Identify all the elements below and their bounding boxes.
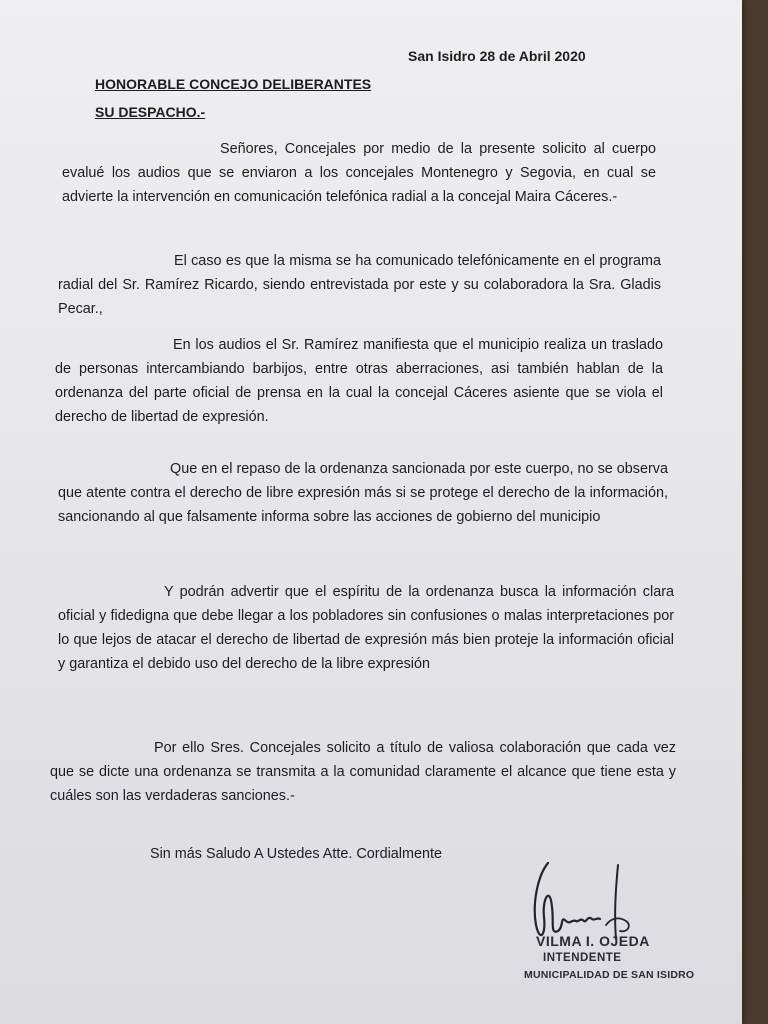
stamp-role: INTENDENTE xyxy=(543,952,622,964)
paragraph-5: Y podrán advertir que el espíritu de la ordenanza busca la información clara oficial y fidedigna que debe llegar a los pobladores sin confusiones o malas interpretaciones por lo que lejos de atacar el derecho de libertad de expresión más bien proteje la información oficial y garantiza el debido uso del derecho de la libre expresión xyxy=(58,584,674,672)
closing-line: Sin más Saludo A Ustedes Atte. Cordialmente xyxy=(150,846,442,862)
paragraph-4: Que en el repaso de la ordenanza sancionada por este cuerpo, no se observa que atente contra el derecho de libre expresión más si se protege el derecho de la información, sancionando al que falsamente informa sobre las acciones de gobierno del municipio xyxy=(58,461,668,525)
stamp-organization: MUNICIPALIDAD DE SAN ISIDRO xyxy=(524,969,695,981)
addressee: HONORABLE CONCEJO DELIBERANTES xyxy=(95,76,372,92)
stamp-name: VILMA I. OJEDA xyxy=(536,933,650,949)
paragraph-1: Señores, Concejales por medio de la presente solicito al cuerpo evalué los audios que se enviaron a los concejales Montenegro y Segovia, en cual se advierte la intervención en comunicación telefónica radial a la concejal Maira Cáceres.- xyxy=(62,141,656,205)
greeting: SU DESPACHO.- xyxy=(95,104,206,120)
paragraph-2: El caso es que la misma se ha comunicado telefónicamente en el programa radial del Sr. Ramírez Ricardo, siendo entrevistada por este y su colaboradora la Sra. Gladis Pecar., xyxy=(58,253,661,317)
paragraph-6: Por ello Sres. Concejales solicito a título de valiosa colaboración que cada vez que se dicte una ordenanza se transmita a la comunidad claramente el alcance que tiene esta y cuáles son las verdaderas sanciones.- xyxy=(50,740,676,804)
letter-date: San Isidro 28 de Abril 2020 xyxy=(408,48,586,64)
paragraph-3: En los audios el Sr. Ramírez manifiesta que el municipio realiza un traslado de personas intercambiando barbijos, entre otras aberraciones, asi también hablan de la ordenanza del parte oficial de prensa en la cual la concejal Cáceres asiente que se viola el derecho de libertad de expresión. xyxy=(55,337,663,425)
